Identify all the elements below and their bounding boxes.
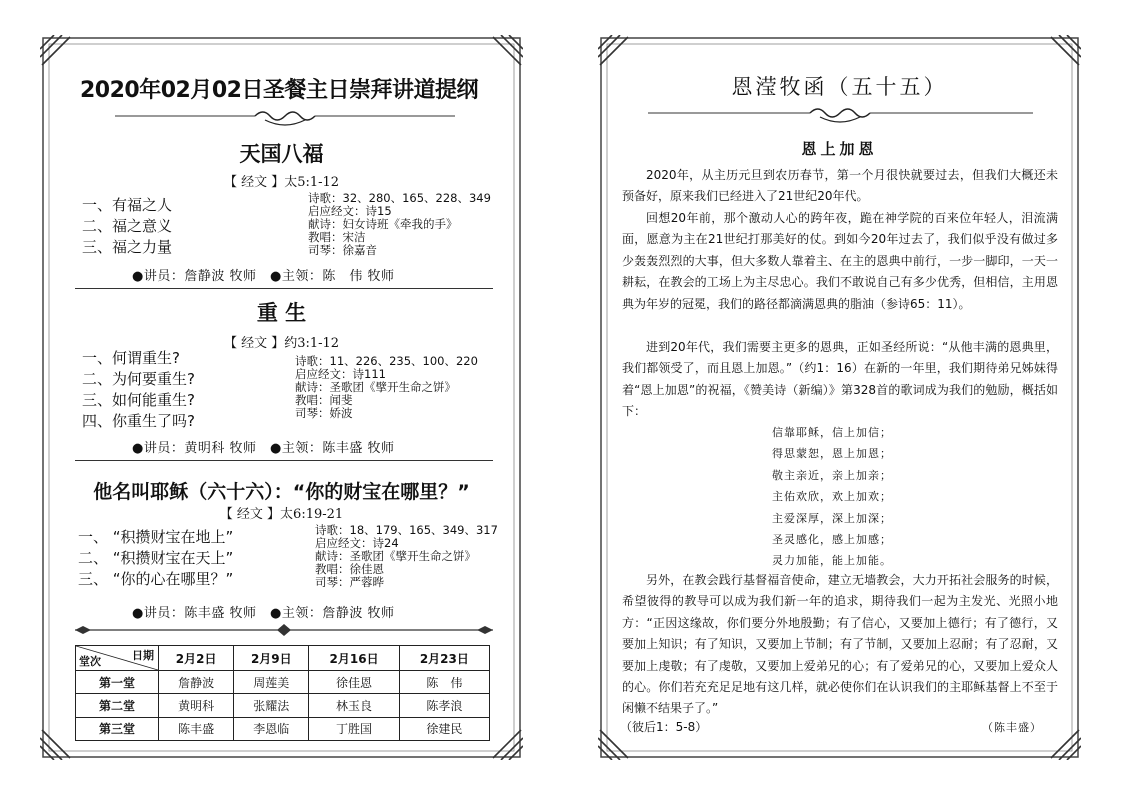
point: 一、有福之人	[82, 196, 173, 214]
point: 二、福之意义	[82, 217, 173, 235]
paragraph: 回想20年前，那个激动人心的跨年夜，跪在神学院的百来位年轻人，泪流满面，愿意为主在21世纪打那美好的仗。到如今20年过去了，我们似乎没有做过多少轰轰烈烈的大事，但大多数人靠着主、在主的恩典中前行，一步一脚印，一天一耕耘，在教会的工场上为主尽忠心。我们不敢说自己有多少优秀，但相信，主用恩典为年岁的冠冕，我们的路径都滴满恩典的脂油（参诗65：11）。	[622, 211, 1058, 311]
point: 一、 “积攒财宝在地上”	[78, 528, 234, 546]
meta-line: 教唱：闻斐	[295, 393, 353, 407]
point: 二、 “积攒财宝在天上”	[78, 549, 234, 567]
flourish-divider-icon	[115, 108, 455, 128]
meta-line: 教唱：宋洁	[308, 230, 366, 244]
meta-line: 启应经文：诗111	[295, 367, 386, 381]
table-header-row	[76, 646, 490, 671]
table-cell: 李恩临	[234, 717, 309, 740]
poem-line: 得思蒙恕，恩上加恩；	[772, 447, 892, 461]
diamond-divider-icon	[75, 623, 493, 637]
poem-line: 信靠耶稣，信上加信；	[772, 426, 892, 439]
schedule-table	[75, 645, 490, 741]
point: 三、如何能重生?	[82, 391, 195, 409]
table-cell: 陈 伟	[399, 671, 489, 694]
table-cell: 张耀法	[234, 694, 309, 717]
right-page	[598, 35, 1081, 760]
table-cell: 徐佳恩	[309, 671, 399, 694]
table-cell: 徐建民	[399, 717, 489, 740]
section-divider	[75, 460, 493, 461]
meta-line: 献诗：圣歌团《擘开生命之饼》	[315, 549, 476, 563]
meta-line: 司琴：徐嘉音	[308, 243, 377, 257]
table-row	[76, 671, 490, 694]
table-cell: 黄明科	[159, 694, 234, 717]
poem-line: 敬主亲近，亲上加亲；	[772, 468, 892, 482]
meta-line: 诗歌：32、280、165、228、349	[308, 191, 491, 205]
sermon-2-points	[82, 348, 195, 432]
right-header-title: 恩滢牧函（五十五）	[731, 75, 948, 99]
corner-bottom-label: 堂次	[79, 655, 101, 668]
point: 二、为何要重生?	[82, 370, 195, 388]
date-header: 2月9日	[234, 646, 309, 671]
row-label: 第二堂	[76, 694, 159, 717]
meta-line: 献诗：圣歌团《擘开生命之饼》	[295, 380, 456, 394]
meta-line: 诗歌：18、179、165、349、317	[315, 523, 498, 537]
table-cell: 陈丰盛	[159, 717, 234, 740]
poem-line: 圣灵感化，感上加感；	[772, 533, 892, 547]
table-row	[76, 694, 490, 717]
point: 三、 “你的心在哪里？”	[78, 570, 234, 588]
row-label: 第三堂	[76, 717, 159, 740]
meta-line: 献诗：妇女诗班《牵我的手》	[308, 217, 458, 231]
corner-top-label: 日期	[132, 649, 154, 662]
row-label: 第一堂	[76, 671, 159, 694]
date-header: 2月23日	[399, 646, 489, 671]
poem-line: 主佑欢欣，欢上加欢；	[772, 490, 892, 504]
table-cell: 丁胜国	[309, 717, 399, 740]
sermon-1-people: ●讲员：詹静波 牧师 ●主领：陈 伟 牧师	[132, 269, 395, 284]
point: 三、福之力量	[82, 238, 173, 256]
sermon-3-title: 他名叫耶稣（六十六）：“你的财宝在哪里？”	[93, 481, 470, 503]
sermon-3-verse: 【 经文 】太6:19-21	[219, 507, 344, 522]
paragraph: 另外，在教会践行基督福音使命，建立无墙教会，大力开拓社会服务的时候，希望彼得的教导可以成为我们新一年的追求，期待我们一起为主发光、光照小地方：“正因这缘故，你们要分外地殷勤；有了信心，又要加上德行；有了德行，又要加上知识；有了知识，又要加上节制；有了节制，又要加上忍耐；有了忍耐，又要加上虔敬；有了虔敬，又要加上爱弟兄的心；有了爱弟兄的心，又要加上爱众人的心。你们若充充足足地有这几样，就必使你们在认识我们的主耶稣基督上不至于闲懒不结果子了。”	[622, 573, 1058, 716]
table-cell: 陈孝浪	[399, 694, 489, 717]
sermon-1-points	[82, 195, 172, 258]
sermon-2-people: ●讲员：黄明科 牧师 ●主领：陈丰盛 牧师	[132, 441, 395, 456]
left-header-title: 2020年02月02日圣餐主日崇拜讲道提纲	[80, 78, 478, 103]
point: 一、何谓重生?	[82, 349, 180, 367]
flourish-divider-icon	[648, 105, 1033, 125]
meta-line: 司琴：严蓉晔	[315, 575, 384, 589]
left-page	[40, 35, 523, 760]
sermon-1-verse: 【 经文 】太5:1-12	[223, 175, 340, 190]
corner-cell	[76, 646, 159, 671]
author: （陈丰盛）	[982, 721, 1042, 734]
poem-line: 主爱深厚，深上加深；	[772, 511, 892, 525]
poem-line: 灵力加能，能上加能。	[772, 554, 892, 568]
paragraph: 进到20年代，我们需要主更多的恩典，正如圣经所说：“从他丰满的恩典里，我们都领受了，而且恩上加恩。”（约1：16）在新的一年里，我们期待弟兄姊妹得着“恩上加恩”的祝福，《赞美诗（新编）》第328首的歌词成为我们的勉励，概括如下：	[622, 340, 1058, 419]
sermon-2-meta	[295, 355, 478, 420]
date-header: 2月16日	[309, 646, 399, 671]
poem	[772, 422, 892, 572]
meta-line: 启应经文：诗24	[315, 536, 399, 550]
meta-line: 启应经文：诗15	[308, 204, 392, 218]
sermon-1-meta	[308, 192, 491, 257]
table-row	[76, 717, 490, 740]
date-header: 2月2日	[159, 646, 234, 671]
sermon-2-title: 重 生	[256, 301, 307, 325]
sermon-3-points	[78, 527, 233, 590]
section-divider	[75, 288, 493, 289]
paragraph: 2020年，从主历元旦到农历春节，第一个月很快就要过去，但我们大概还未预备好，原来我们已经进入了21世纪20年代。	[622, 168, 1058, 204]
table-cell: 周莲美	[234, 671, 309, 694]
sermon-3-meta	[315, 524, 498, 589]
meta-line: 司琴：娇波	[295, 406, 353, 420]
meta-line: 诗歌：11、226、235、100、220	[295, 354, 478, 368]
right-subtitle: 恩上加恩	[801, 140, 878, 158]
point: 四、你重生了吗?	[82, 412, 195, 430]
sermon-2-verse: 【 经文 】约3:1-12	[223, 336, 340, 351]
table-cell: 林玉良	[309, 694, 399, 717]
citation: （彼后1：5-8）	[620, 720, 708, 734]
sermon-1-title: 天国八福	[239, 142, 324, 166]
meta-line: 教唱：徐佳恩	[315, 562, 384, 576]
sermon-3-people: ●讲员：陈丰盛 牧师 ●主领：詹静波 牧师	[132, 606, 395, 621]
table-cell: 詹静波	[159, 671, 234, 694]
